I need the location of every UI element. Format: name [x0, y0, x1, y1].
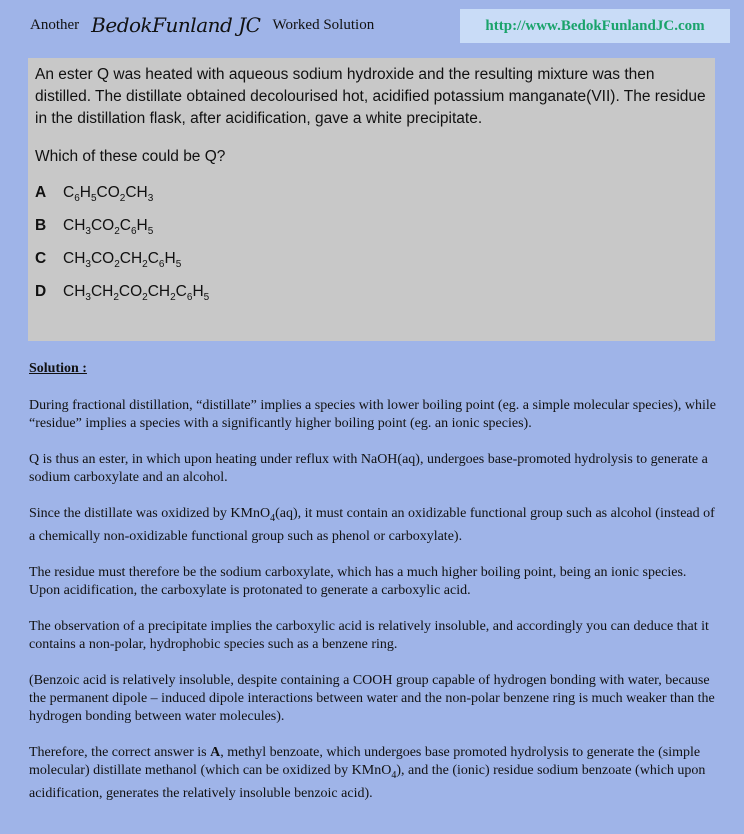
option-formula: $CH_3CO_2CH_2C_6H_5$	[63, 250, 182, 271]
option-c	[35, 248, 709, 281]
page-header	[30, 10, 374, 40]
solution-title: Solution :	[29, 361, 87, 376]
option-d	[35, 281, 709, 314]
options-list	[35, 182, 709, 314]
option-letter: D	[35, 283, 47, 300]
text-run: Since the distillate was oxidized by KMnO	[29, 506, 271, 521]
site-logo: BedokFunland JC	[91, 13, 261, 37]
question-box	[28, 58, 715, 341]
solution-paragraph	[29, 505, 719, 546]
option-a	[35, 182, 709, 215]
option-formula: $CH_3CO_2C_6H_5$	[63, 217, 154, 238]
option-formula: $CH_3CH_2CO_2CH_2C_6H_5$	[63, 283, 210, 304]
solution-paragraph: The observation of a precipitate implies the carboxylic acid is relatively insoluble, and accordingly you can deduce that it contains a non-polar, hydrophobic species such as a benzene ring.	[29, 618, 709, 652]
site-link[interactable]: http://www.BedokFunlandJC.com	[460, 9, 730, 43]
solution-paragraph: The residue must therefore be the sodium carboxylate, which has a much higher boiling point, being an ionic species. Upon acidification, the carboxylate is protonated to generate a carboxylic acid.	[29, 564, 687, 598]
header-prefix: Another	[30, 16, 80, 33]
text-run: Therefore, the correct answer is	[29, 744, 211, 760]
solution-paragraph	[29, 744, 719, 803]
subscript: 4	[391, 769, 397, 781]
solution-paragraph: (Benzoic acid is relatively insoluble, despite containing a COOH group capable of hydrogen bonding with water, because the permanent dipole – induced dipole interactions between water and the non-polar benzene ring is much weaker than the hydrogen bonding between water molecules).	[29, 672, 715, 724]
text-run: (aq), it must contain an oxidizable functional group such as alcohol (instead of a chemically non-oxidizable functional group such as phenol or carboxylate).	[29, 506, 715, 544]
question-stem: An ester Q was heated with aqueous sodium hydroxide and the resulting mixture was then distilled. The distillate obtained decolourised hot, acidified potassium manganate(VII). The residue in the distillation flask, after acidification, gave a white precipitate.	[35, 66, 706, 127]
solution-section	[29, 360, 719, 821]
option-formula: $C_6H_5CO_2CH_3$	[63, 184, 154, 205]
header-suffix: Worked Solution	[272, 16, 375, 33]
option-letter: A	[35, 184, 47, 201]
option-letter: B	[35, 217, 47, 234]
subscript: 4	[270, 512, 276, 524]
option-b	[35, 215, 709, 248]
question-prompt: Which of these could be Q?	[35, 148, 226, 165]
answer-letter: A	[210, 744, 221, 760]
text-run: ), and the (ionic) residue sodium benzoate (which upon acidification, generates the relatively insoluble benzoic acid).	[29, 762, 706, 801]
solution-paragraph: Q is thus an ester, in which upon heating under reflux with NaOH(aq), undergoes base-promoted hydrolysis to generate a sodium carboxylate and an alcohol.	[29, 452, 708, 485]
option-letter: C	[35, 250, 47, 267]
text-run: , methyl benzoate, which undergoes base promoted hydrolysis to generate the (simple molecular) distillate methanol (which can be oxidized by KMnO	[29, 744, 701, 778]
solution-paragraph: During fractional distillation, “distillate” implies a species with lower boiling point (eg. a simple molecular species), while “residue” implies a species with a significantly higher boiling point (eg. an ionic species).	[29, 398, 716, 431]
